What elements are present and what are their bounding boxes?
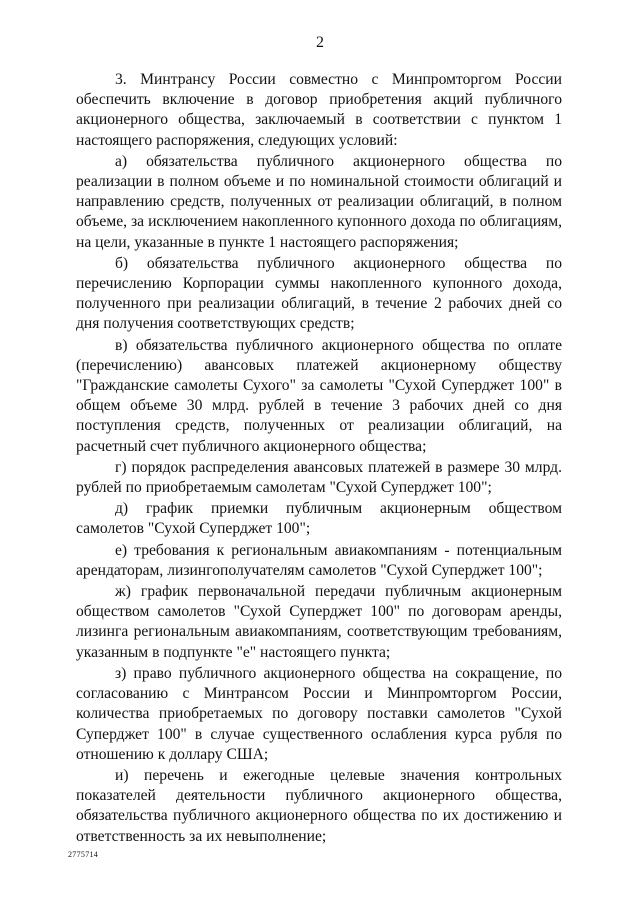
subparagraph-g: г) порядок распределения авансовых платежей в размере 30 млрд. рублей по приобретаемым самолетам "Сухой Суперджет 100"; [76, 458, 562, 497]
subparagraph-a: а) обязательства публичного акционерного общества по реализации в полном объеме и по номинальной стоимости облигаций и направлению средств, полученных от реализации облигаций, в полном объеме, за исключением накопленного купонного дохода по облигациям, на цели, указанные в пункте 1 настоящего распоряжения; [76, 152, 562, 251]
subparagraph-z: з) право публичного акционерного общества на сокращение, по согласованию с Минтрансом России и Минпромторгом России, количества приобретаемых по договору поставки самолетов "Сухой Суперджет 100" в случае существенного ослабления курса рубля по отношению к доллару США; [76, 664, 562, 763]
paragraph-item-3: 3. Минтрансу России совместно с Минпромторгом России обеспечить включение в договор приобретения акций публичного акционерного общества, заключаемый в соответствии с пунктом 1 настоящего распоряжения, следующих условий: [76, 71, 562, 149]
subparagraph-zh: ж) график первоначальной передачи публичным акционерным обществом самолетов "Сухой Суперджет 100" по договорам аренды, лизинга региональным авиакомпаниям, соответствующим требованиям, указанным в подпункте "е" настоящего пункта; [76, 583, 562, 661]
document-body [76, 70, 562, 848]
subparagraph-e: е) требования к региональным авиакомпаниям - потенциальным арендаторам, лизингополучателям самолетов "Сухой Суперджет 100"; [76, 541, 562, 579]
document-code: 2775714 [68, 850, 99, 859]
subparagraph-i: и) перечень и ежегодные целевые значения контрольных показателей деятельности публичного акционерного общества, обязательства публичного акционерного общества по их достижению и ответственность за их невыполнение; [76, 766, 562, 845]
subparagraph-d: д) график приемки публичным акционерным обществом самолетов "Сухой Суперджет 100"; [76, 500, 562, 538]
subparagraph-b: б) обязательства публичного акционерного общества по перечислению Корпорации суммы накопленного купонного дохода, полученного при реализации облигаций, в течение 2 рабочих дней со дня получения соответствующих средств; [76, 254, 562, 333]
subparagraph-v: в) обязательства публичного акционерного общества по оплате (перечислению) авансовых платежей акционерному обществу "Гражданские самолеты Сухого" за самолеты "Сухой Суперджет 100" в общем объеме 30 млрд. рублей в течение 3 рабочих дней со дня поступления средств, полученных от реализации облигаций, на расчетный счет публичного акционерного общества; [76, 336, 562, 455]
page-number: 2 [316, 34, 324, 51]
